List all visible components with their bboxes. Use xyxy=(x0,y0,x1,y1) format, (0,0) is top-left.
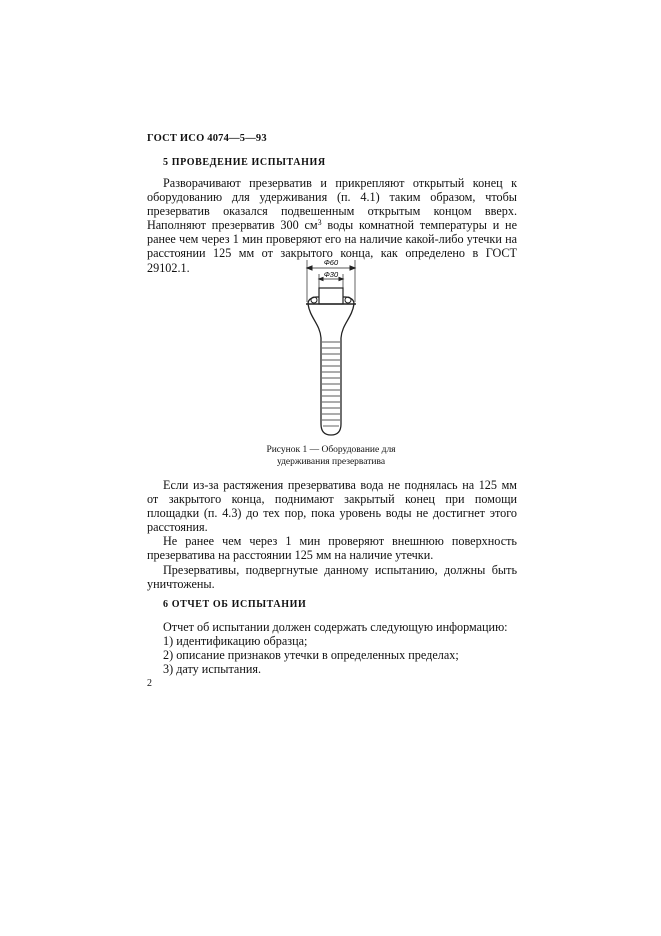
section-6-content xyxy=(163,620,533,676)
list-item: 3) дату испытания. xyxy=(163,662,262,677)
section-6-title: 6 ОТЧЕТ ОБ ИСПЫТАНИИ xyxy=(163,599,307,610)
figure-caption-line1: Рисунок 1 — Оборудование для xyxy=(266,445,396,455)
document-header: ГОСТ ИСО 4074—5—93 xyxy=(147,133,267,144)
figure-caption-line2: удерживания презерватива xyxy=(276,457,386,467)
list-item: 1) идентификацию образца; xyxy=(163,634,308,649)
section-5-text-part1: Разворачивают презерватив и прикрепляют открытый конец к оборудованию для удерживания (п. 4.1) таким образом, чтобы презерватив оказался подвешенным открытым концом вверх. Наполняют презерватив 300 см xyxy=(147,176,517,233)
figure-1-holding-apparatus xyxy=(290,254,380,439)
superscript-3: 3 xyxy=(317,218,322,228)
section-5-text-part2: воды комнатной температуры и не ранее чем через 1 мин проверяют его на наличие какой-либо утечки на расстоянии 125 мм от закрытого конца, как определено в ГОСТ 29102.1. xyxy=(147,218,517,275)
section-5-title: 5 ПРОВЕДЕНИЕ ИСПЫТАНИЯ xyxy=(163,157,326,168)
figure-caption xyxy=(220,444,442,468)
paragraph-destroy: Презервативы, подвергнутые данному испытанию, должны быть уничтожены. xyxy=(147,562,517,591)
paragraph-water-level: Если из-за растяжения презерватива вода не поднялась на 125 мм от закрытого конца, поднимают закрытый конец при помощи площадки (п. 4.3) до тех пор, пока уровень воды не достигнет этого расстояния. xyxy=(147,478,517,535)
paragraph-leak-check: Не ранее чем через 1 мин проверяют внешнюю поверхность презерватива на расстоянии 125 мм на наличие утечки. xyxy=(147,534,517,563)
dimension-label-outer: Ф60 xyxy=(323,258,339,267)
dimension-label-inner: Ф30 xyxy=(323,270,339,279)
section-5-continued xyxy=(147,478,517,591)
list-item: 2) описание признаков утечки в определенных пределах; xyxy=(163,648,459,663)
page-number: 2 xyxy=(147,678,152,689)
section-6-intro: Отчет об испытании должен содержать следующую информацию: xyxy=(163,620,508,634)
